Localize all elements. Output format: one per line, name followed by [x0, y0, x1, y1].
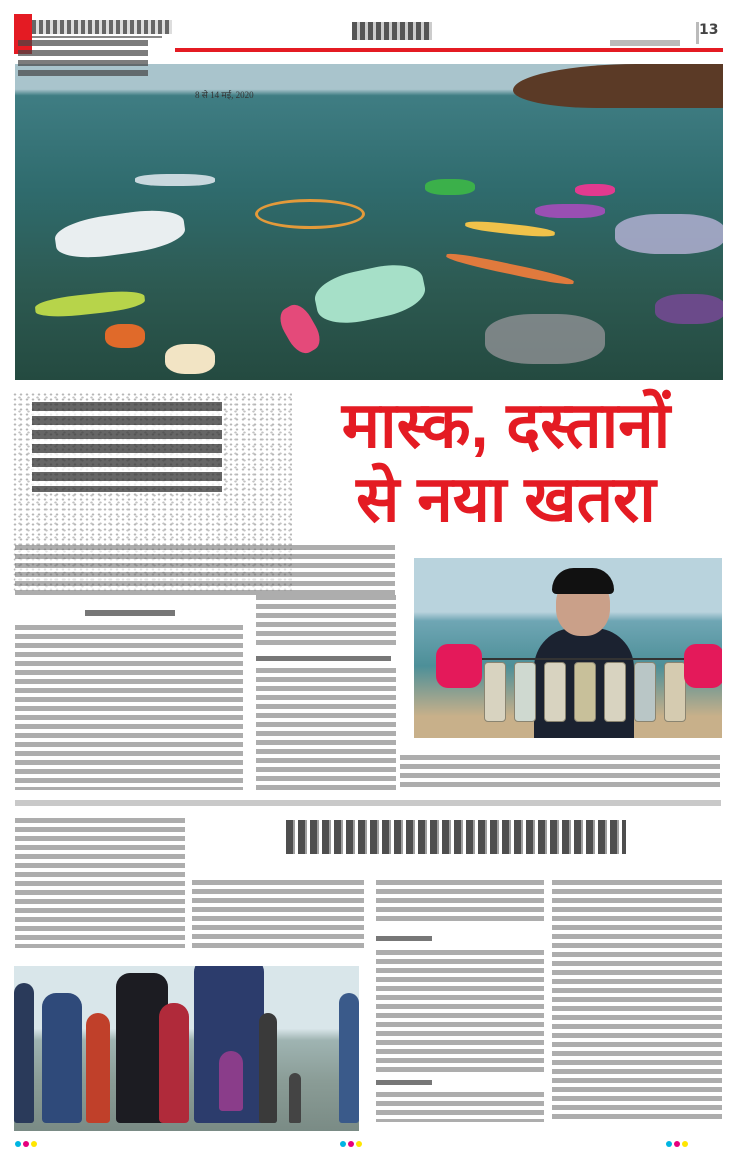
column-2-subhead — [256, 656, 391, 661]
register-mark-magenta — [23, 1141, 29, 1147]
register-mark-cyan — [15, 1141, 21, 1147]
article-column-2 — [256, 668, 396, 790]
register-mark-yellow — [31, 1141, 37, 1147]
lower-headline — [286, 820, 626, 854]
lower-column-2 — [376, 950, 544, 1075]
byline — [85, 610, 175, 616]
lower-intro-column — [15, 818, 185, 948]
masthead-thin-rule — [32, 36, 162, 38]
register-mark-cyan-3 — [666, 1141, 672, 1147]
lower-column-2-subhead — [376, 936, 432, 941]
article-column-1 — [15, 625, 243, 790]
lower-column-3 — [552, 880, 722, 1120]
page-number: 13 — [696, 22, 718, 44]
lower-column-2-end — [376, 1092, 544, 1122]
photo-headland — [513, 64, 723, 108]
section-separator — [15, 800, 721, 806]
ocean-debris-photo — [15, 64, 723, 380]
bleed-through-text — [18, 40, 148, 80]
register-mark-cyan-2 — [340, 1141, 346, 1147]
lower-column-2-subhead-2 — [376, 1080, 432, 1085]
photo-date: 8 से 14 मई, 2020 — [195, 90, 254, 100]
masthead-paper-name — [352, 22, 432, 40]
lower-column-1 — [192, 880, 364, 950]
diver-holding-masks-photo — [414, 558, 722, 738]
masthead-section-name — [32, 20, 172, 34]
headline-line-1: मास्क, दस्तानों — [341, 389, 671, 461]
article-column-2-top — [256, 595, 396, 645]
photo-caption — [400, 755, 720, 790]
masthead-red-rule — [175, 48, 723, 52]
beach-cleanup-photo — [14, 966, 359, 1131]
headline-line-2: से नया खतरा — [356, 463, 656, 535]
intro-blurred-heading — [32, 402, 222, 492]
right-glove — [684, 644, 722, 688]
masthead-date-strip — [610, 40, 680, 46]
lead-paragraph — [15, 545, 395, 595]
headline — [296, 388, 716, 536]
register-mark-magenta-2 — [348, 1141, 354, 1147]
register-mark-yellow-2 — [356, 1141, 362, 1147]
lower-column-2-top — [376, 880, 544, 925]
register-mark-yellow-3 — [682, 1141, 688, 1147]
register-mark-magenta-3 — [674, 1141, 680, 1147]
left-glove — [436, 644, 482, 688]
